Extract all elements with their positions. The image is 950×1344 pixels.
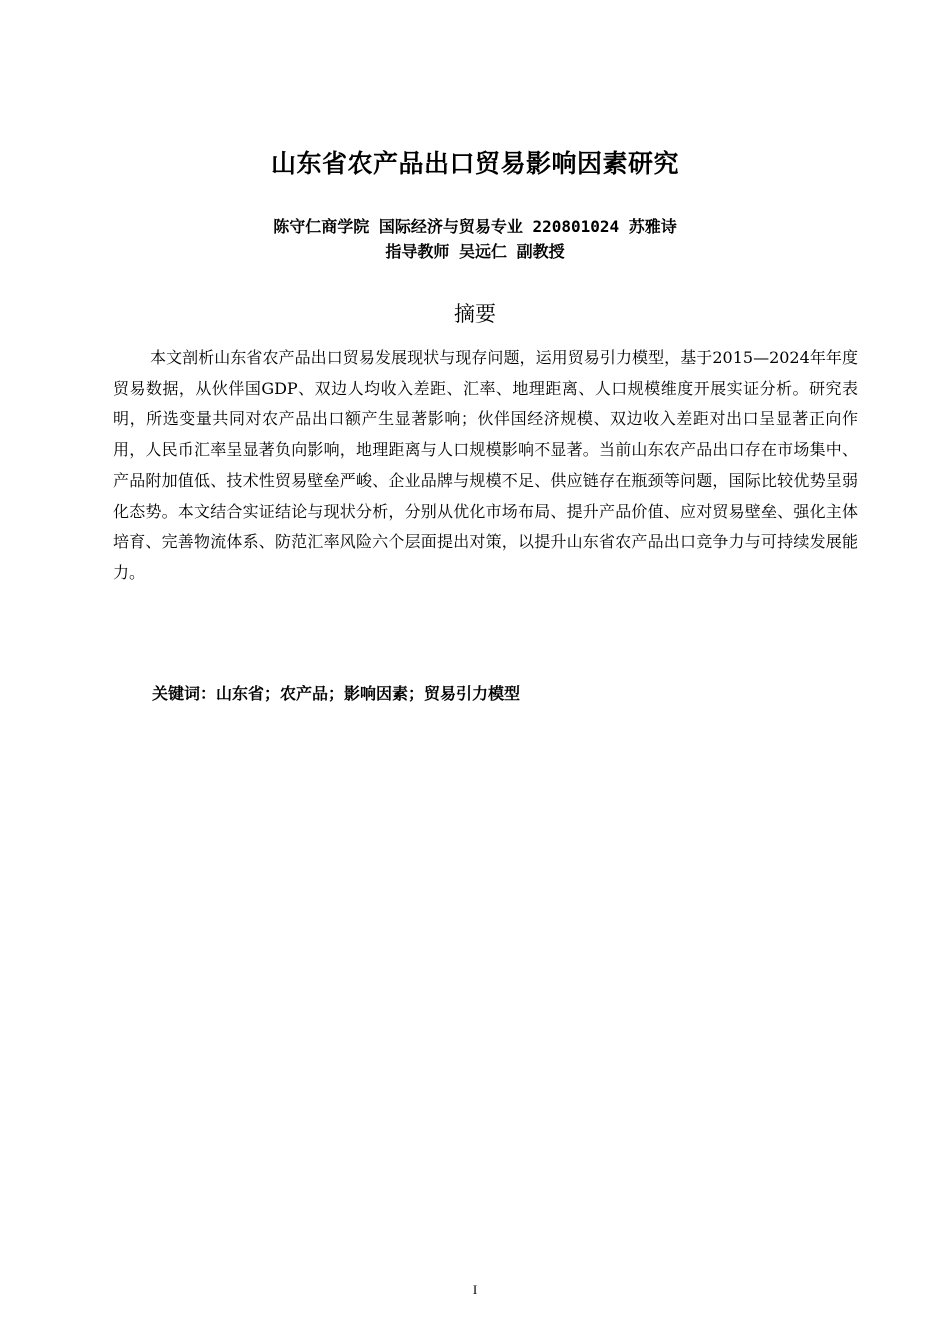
page-number: I: [472, 1282, 478, 1297]
abstract-heading: 摘要: [454, 302, 496, 326]
advisor-line: 指导教师 吴远仁 副教授: [385, 242, 565, 261]
keywords-line: 关键词：山东省；农产品；影响因素；贸易引力模型: [152, 684, 521, 703]
abstract-body: 本文剖析山东省农产品出口贸易发展现状与现存问题，运用贸易引力模型，基于2015—2024年年度贸易数据，从伙伴国GDP、双边人均收入差距、汇率、地理距离、人口规模维度开展实证分析。研究表明，所选变量共同对农产品出口额产生显著影响；伙伴国经济规模、双边收入差距对出口呈显著正向作用，人民币汇率呈显著负向影响，地理距离与人口规模影响不显著。当前山东农产品出口存在市场集中、产品附加值低、技术性贸易壁垒严峻、企业品牌与规模不足、供应链存在瓶颈等问题，国际比较优势呈弱化态势。本文结合实证结论与现状分析，分别从优化市场布局、提升产品价值、应对贸易壁垒、强化主体培育、完善物流体系、防范汇率风险六个层面提出对策，以提升山东省农产品出口竞争力与可持续发展能力。: [113, 348, 858, 582]
author-affiliation: 陈守仁商学院 国际经济与贸易专业 220801024 苏雅诗: [273, 217, 677, 236]
paper-title: 山东省农产品出口贸易影响因素研究: [270, 149, 679, 178]
